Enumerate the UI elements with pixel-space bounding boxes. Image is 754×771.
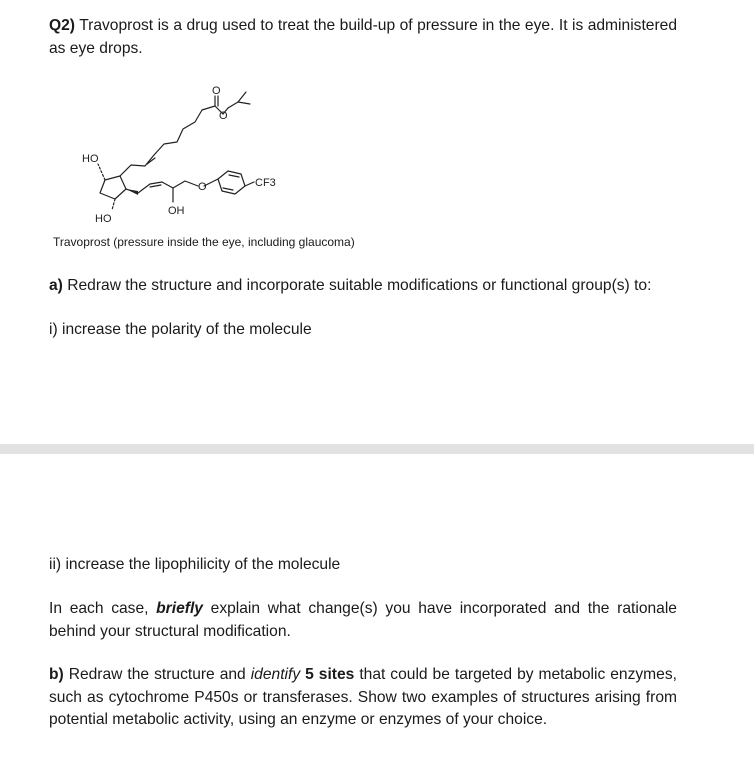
cf3-label: CF3 [255,177,276,189]
ho-bottom-label: HO [95,213,112,225]
sites-emphasis: 5 sites [305,666,355,683]
oh-label: OH [168,205,185,217]
isopropyl-group [228,92,246,108]
ring-oh-bond-top [98,164,105,180]
part-b-text-1: Redraw the structure and [68,666,246,683]
carbonyl-o-label: O [212,85,221,97]
ring-oh-bond-bottom [112,199,115,210]
cf3-bond [245,182,254,186]
ho-top-label: HO [82,153,99,165]
benzene-ring [218,171,245,194]
note-emphasis: briefly [156,600,203,617]
part-a-item-i: i) increase the polarity of the molecule [49,321,312,338]
ether-o-label: O [198,181,207,193]
benzene-double-1 [229,175,239,177]
wedge-bond [126,189,138,195]
part-a-prompt: Redraw the structure and incorporate suitable modifications or functional group(s) to: [67,277,652,294]
identify-emphasis: identify [250,666,301,683]
omega-double-bond [150,185,161,187]
structure-caption: Travoprost (pressure inside the eye, including glaucoma) [53,235,355,249]
question-text: Travoprost is a drug used to treat the build-up of pressure in the eye. It is administered as eye drops. [49,17,677,57]
note-prefix: In each case, [49,600,149,617]
ester-o-label: O [219,110,228,122]
part-b-text [49,664,677,732]
alpha-chain [120,106,223,176]
part-a-text [49,275,677,298]
note-suffix: explain what change(s) you have incorporated and the rationale behind your structural modification. [49,600,677,640]
page-divider [0,444,754,454]
question-2-intro [49,15,677,60]
part-a-note [49,598,677,643]
part-a-item-ii: ii) increase the lipophilicity of the molecule [49,556,341,573]
part-a-label: a) [49,277,63,294]
question-label: Q2) [49,17,75,34]
isopropyl-methyl [238,102,250,104]
benzene-double-2 [223,188,233,190]
travoprost-structure [60,82,320,232]
part-b-text-2: that could be targeted by metabolic enzymes, such as cytochrome P450s or transferases. Show two examples of structures arising from potential metabolic activity, using an enzyme or enzymes of your choice. [49,666,677,728]
cyclopentane-ring [100,176,126,199]
part-b-label: b) [49,666,64,683]
